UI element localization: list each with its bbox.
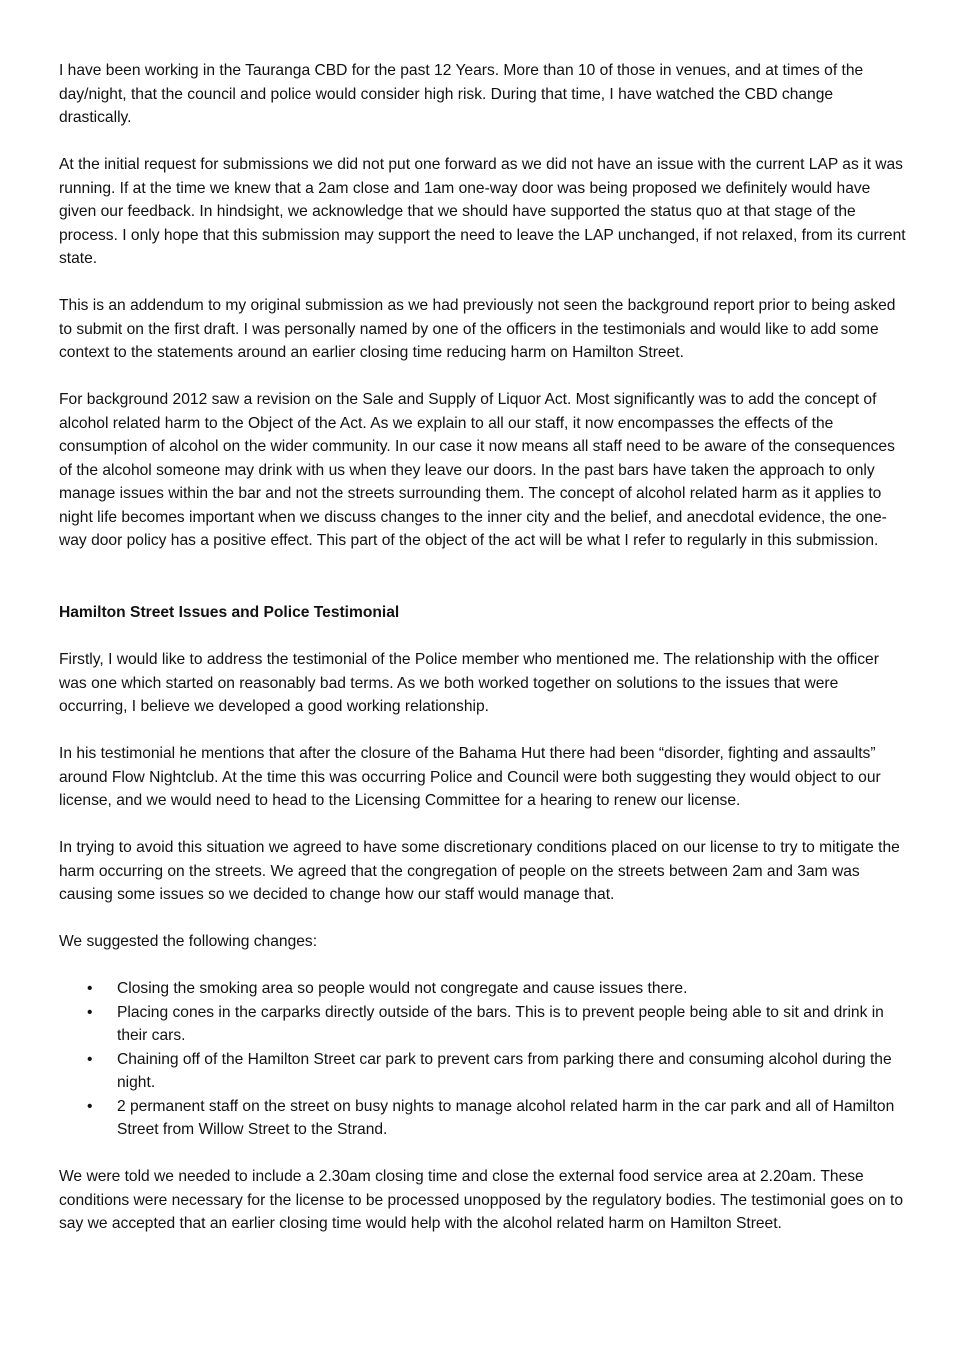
list-item	[59, 1095, 909, 1142]
bullet-icon: •	[87, 1097, 93, 1115]
section-paragraph-2: In his testimonial he mentions that after the closure of the Bahama Hut there had been “disorder, fighting and assaults” around Flow Nightclub. At the time this was occurring Police and Council were both suggesting they would object to our license, and we would need to head to the Licensing Committee for a hearing to renew our license.	[59, 745, 881, 809]
list-item-text: Placing cones in the carparks directly outside of the bars. This is to prevent people being able to sit and drink in their cars.	[117, 1003, 884, 1044]
section-paragraph-1: Firstly, I would like to address the testimonial of the Police member who mentioned me. The relationship with the officer was one which started on reasonably bad terms. As we both worked together on solutions to the issues that were occurring, I believe we developed a good working relationship.	[59, 651, 879, 715]
intro-paragraph-3: This is an addendum to my original submission as we had previously not seen the background report prior to being asked to submit on the first draft. I was personally named by one of the officers in the testimonials and would like to add some context to the statements around an earlier closing time reducing harm on Hamilton Street.	[59, 297, 896, 361]
section-heading: Hamilton Street Issues and Police Testimonial	[59, 603, 400, 621]
intro-paragraph-2: At the initial request for submissions we did not put one forward as we did not have an issue with the current LAP as it was running. If at the time we knew that a 2am close and 1am one-way door was being proposed we definitely would have given our feedback. In hindsight, we acknowledge that we should have supported the status quo at that stage of the process. I only hope that this submission may support the need to leave the LAP unchanged, if not relaxed, from its current state.	[59, 156, 906, 267]
intro-paragraph-1: I have been working in the Tauranga CBD for the past 12 Years. More than 10 of those in venues, and at times of the day/night, that the council and police would consider high risk. During that time, I have watched the CBD change drastically.	[59, 62, 864, 126]
changes-intro: We suggested the following changes:	[59, 933, 318, 950]
list-item-text: Chaining off of the Hamilton Street car park to prevent cars from parking there and consuming alcohol during the night.	[117, 1050, 892, 1091]
list-item	[59, 977, 909, 1001]
bullet-icon: •	[87, 1003, 93, 1021]
bullet-icon: •	[87, 980, 93, 997]
bullet-icon: •	[87, 1050, 93, 1068]
list-item-text: 2 permanent staff on the street on busy nights to manage alcohol related harm in the car park and all of Hamilton Street from Willow Street to the Strand.	[117, 1097, 895, 1138]
closing-paragraph: We were told we needed to include a 2.30am closing time and close the external food service area at 2.20am. These conditions were necessary for the license to be processed unopposed by the regulatory bodies. The testimonial goes on to say we accepted that an earlier closing time would help with the alcohol related harm on Hamilton Street.	[59, 1168, 904, 1232]
changes-list	[59, 977, 909, 1142]
intro-paragraph-4: For background 2012 saw a revision on the Sale and Supply of Liquor Act. Most significantly was to add the concept of alcohol related harm to the Object of the Act. As we explain to all our staff, it now encompasses the effects of the consumption of alcohol on the wider community. In our case it now means all staff need to be aware of the consequences of the alcohol someone may drink with us when they leave our doors. In the past bars have taken the approach to only manage issues within the bar and not the streets surrounding them. The concept of alcohol related harm as it applies to night life becomes important when we discuss changes to the inner city and the belief, and anecdotal evidence, the one-way door policy has a positive effect. This part of the object of the act will be what I refer to regularly in this submission.	[59, 391, 895, 549]
section-paragraph-3: In trying to avoid this situation we agreed to have some discretionary conditions placed on our license to try to mitigate the harm occurring on the streets. We agreed that the congregation of people on the streets between 2am and 3am was causing some issues so we decided to change how our staff would manage that.	[59, 839, 900, 903]
list-item	[59, 1048, 909, 1095]
list-item-text: Closing the smoking area so people would not congregate and cause issues there.	[117, 980, 688, 997]
list-item	[59, 1001, 909, 1048]
document-page	[59, 59, 909, 1259]
